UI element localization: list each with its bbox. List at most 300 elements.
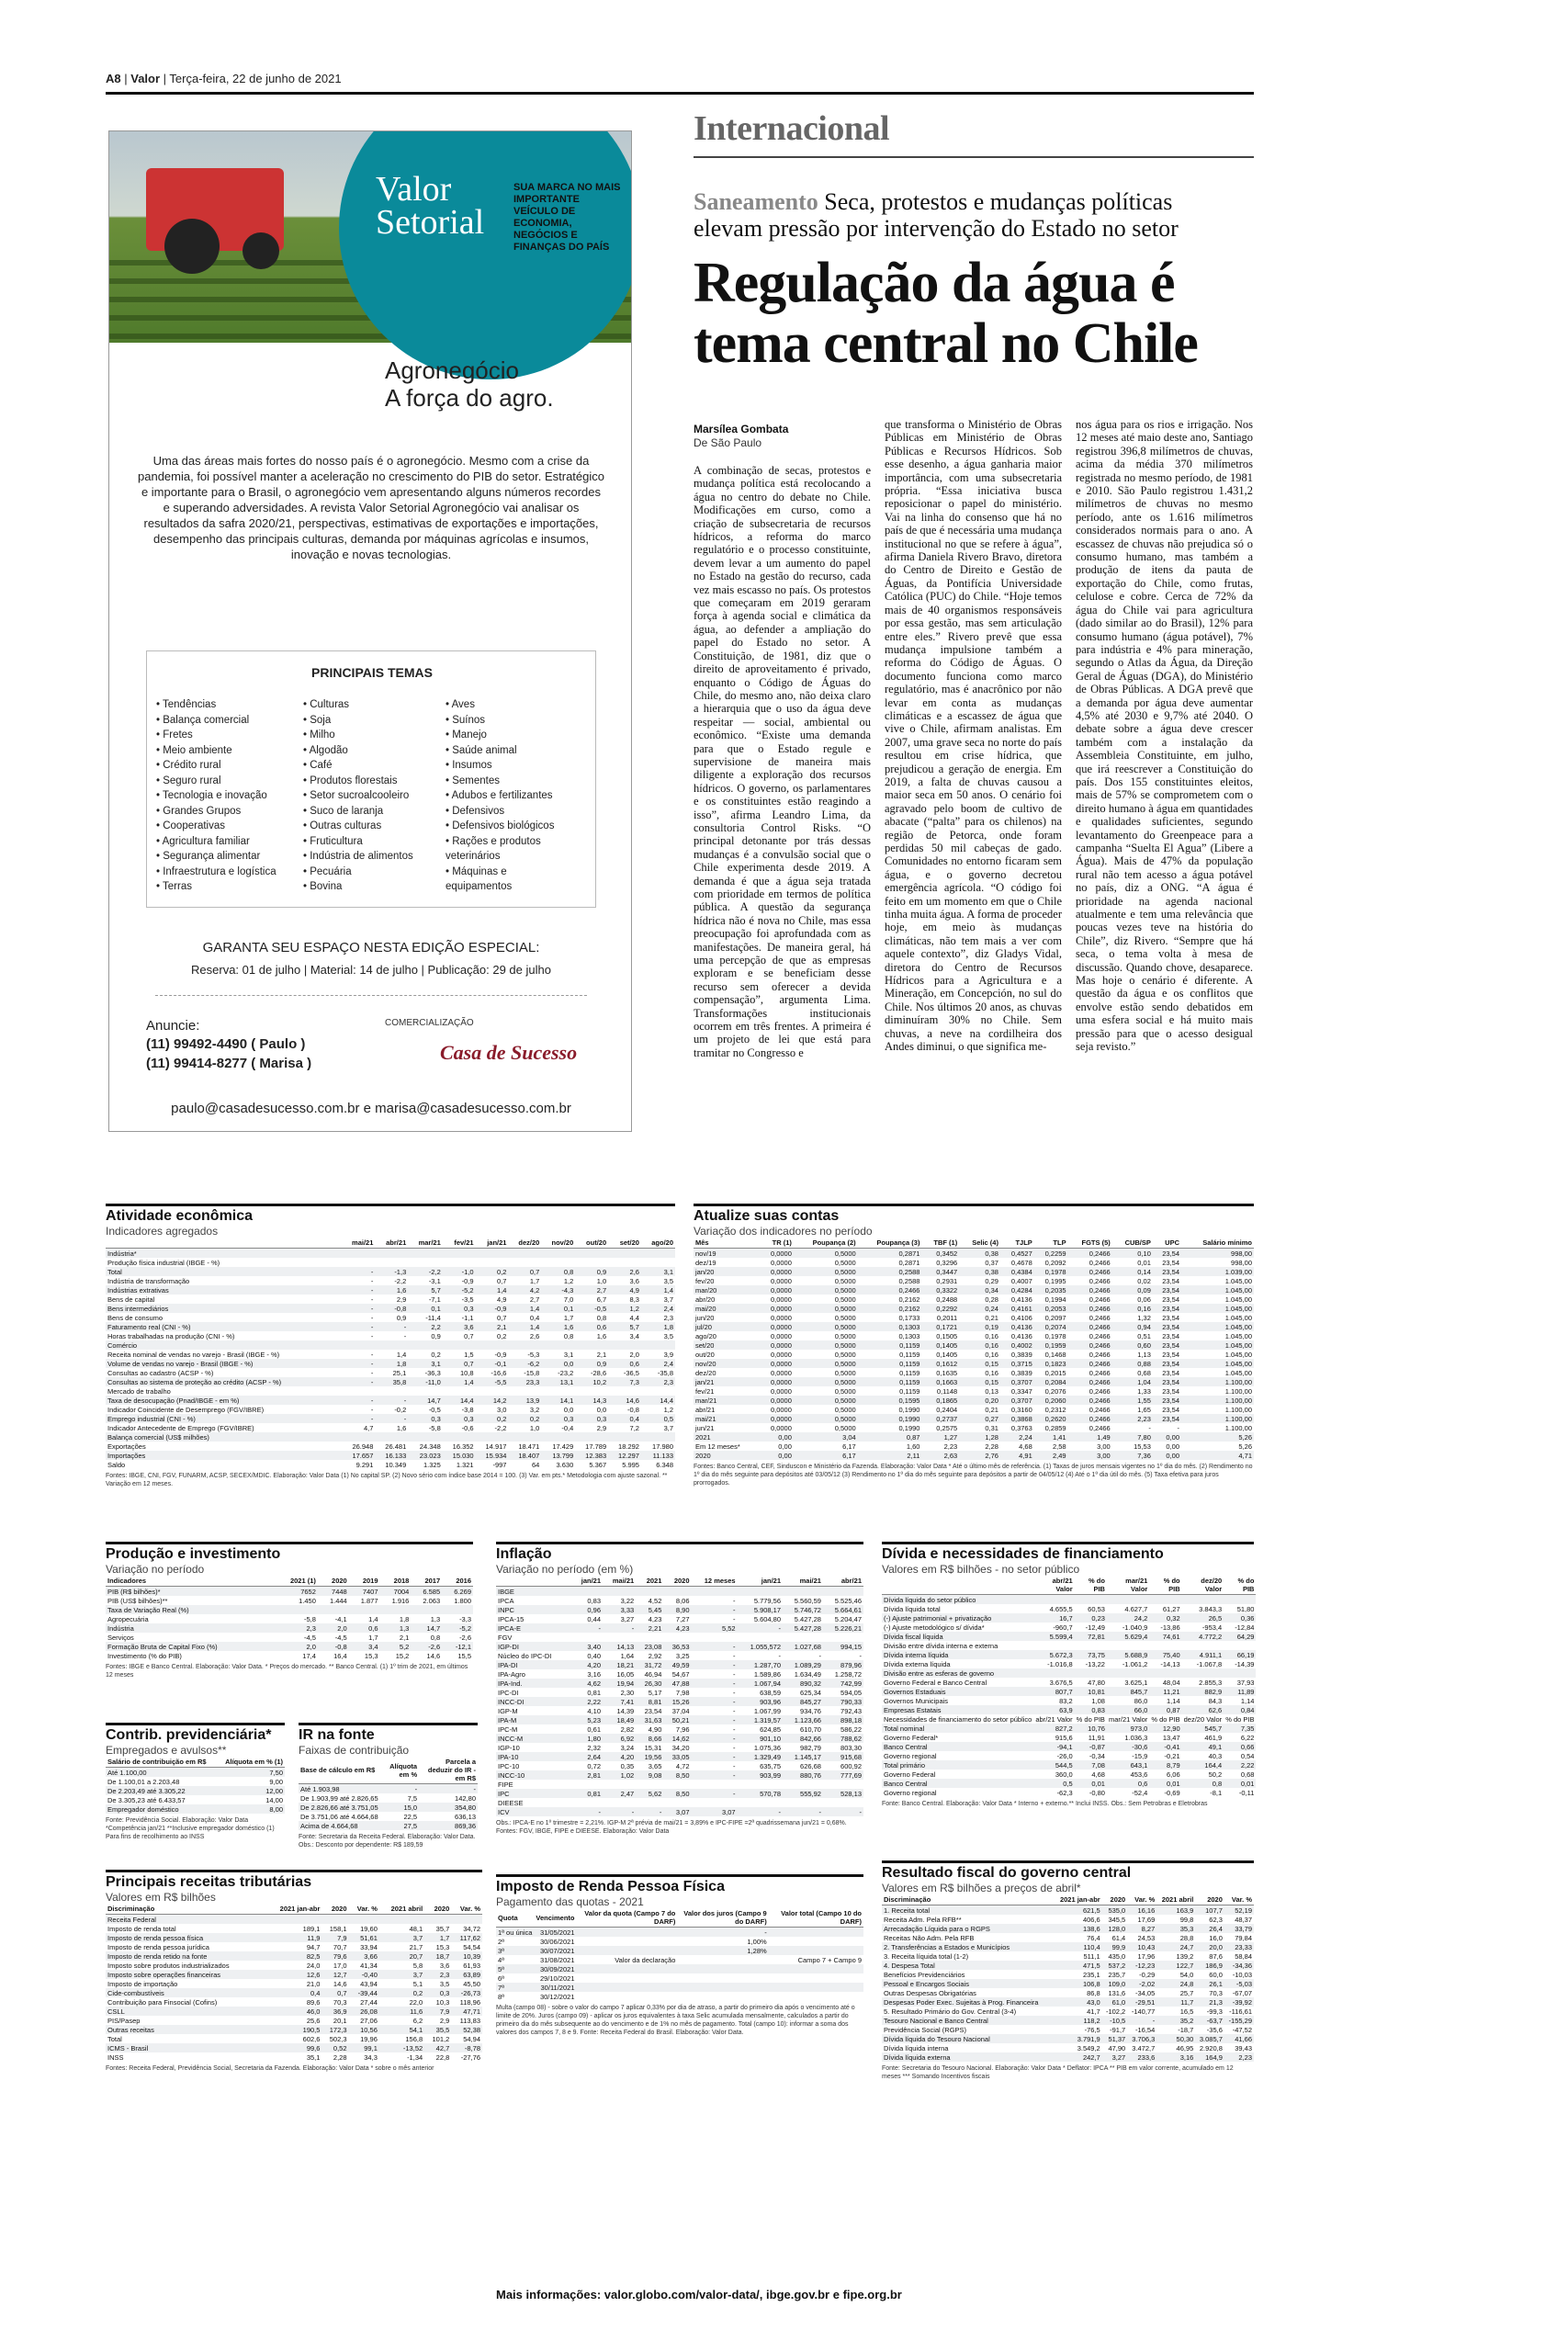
table-note: Fonte: Previdência Social. Elaboração: Valor Data *Competência jan/21 **Inclusive empregador doméstico (1) Para fins de recolhimento ao INSS <box>106 1817 275 1840</box>
table-cell: 61,93 <box>463 1961 480 1970</box>
table-cell: Cide-combustíveis <box>106 1988 265 1997</box>
table-title: IR na fonte <box>299 1723 478 1744</box>
table-cell <box>692 1633 738 1642</box>
table-cell: 61,0 <box>1102 1997 1128 2007</box>
table-cell: 2,1 <box>476 1322 509 1331</box>
table-cell: 2,28 <box>333 2052 347 2062</box>
table-cell: IPCA-E <box>496 1623 572 1633</box>
table-cell: 0,2466 <box>1068 1285 1112 1295</box>
table-cell: 0,2466 <box>1068 1340 1112 1350</box>
table-subtitle: Variação dos indicadores no período <box>694 1225 873 1238</box>
table-cell: 5.427,28 <box>783 1623 823 1633</box>
table-cell <box>451 1915 482 1925</box>
table-row <box>882 1760 1256 1770</box>
table-cell <box>572 1587 603 1597</box>
table-cell: 0,4 <box>529 1313 540 1322</box>
table-cell: set/20 <box>694 1340 760 1350</box>
table-cell: 1.877 <box>360 1596 378 1605</box>
table-cell: - <box>370 1405 374 1414</box>
table-cell: 8,90 <box>663 1605 691 1614</box>
table-cell: 3,16 <box>587 1669 601 1679</box>
table-row <box>106 1596 473 1605</box>
topic-item: • Soja <box>303 714 332 726</box>
table-cell: 1.027,68 <box>783 1642 823 1651</box>
table-cell: IGP-DI <box>496 1642 572 1651</box>
table-cell: - <box>375 1414 408 1423</box>
table-row <box>106 1331 675 1340</box>
table-cell: 1,4 <box>508 1304 541 1313</box>
data-table <box>106 1576 473 1660</box>
table-cell: 0,2466 <box>1068 1267 1112 1276</box>
table-row <box>106 1970 482 1979</box>
table-cell: 16,05 <box>616 1669 635 1679</box>
table-cell: 3,04 <box>794 1432 858 1442</box>
table-cell: Total primário <box>882 1760 1033 1770</box>
table-cell <box>476 1386 509 1396</box>
table-cell: 6,92 <box>603 1734 636 1743</box>
table-cell: mar/20 <box>694 1285 760 1295</box>
table-cell: 41,66 <box>1224 2034 1254 2043</box>
table-cell: 70,3 <box>333 1997 347 2007</box>
table-cell: 3,24 <box>620 1743 635 1752</box>
topic-item: • Cooperativas <box>156 820 225 831</box>
top-rule <box>106 92 1254 95</box>
table-row <box>106 1633 473 1642</box>
table-cell: 35,8 <box>375 1377 408 1386</box>
table-cell: 2,0 <box>318 1623 349 1633</box>
table-cell: 0,0000 <box>760 1396 794 1405</box>
table-cell: 7,08 <box>1075 1760 1107 1770</box>
table-cell: 158,1 <box>329 1924 347 1933</box>
table-cell: -23,2 <box>558 1368 574 1377</box>
table-cell: Importações <box>106 1451 342 1460</box>
table-cell: 461,9 <box>1204 1733 1223 1742</box>
table-cell: 54,67 <box>671 1669 690 1679</box>
table-row <box>106 1924 482 1933</box>
table-cell: 3,4 <box>629 1331 639 1340</box>
table-cell: 4,68 <box>1091 1770 1105 1779</box>
table-cell: Comércio <box>106 1340 342 1350</box>
table-cell: 11,21 <box>1149 1687 1181 1696</box>
table-cell: 16.133 <box>375 1451 408 1460</box>
ad-phone-1[interactable]: (11) 99492-4490 ( Paulo ) <box>146 1036 306 1052</box>
table-cell <box>636 1633 663 1642</box>
table-cell: - <box>603 1807 636 1816</box>
table-cell: 10,76 <box>1075 1724 1107 1733</box>
table-cell: 1,6 <box>396 1423 407 1432</box>
table-cell: 502,3 <box>329 2034 347 2043</box>
table-row <box>694 1322 1254 1331</box>
table-cell <box>641 1386 675 1396</box>
table-cell: 790,33 <box>823 1697 863 1706</box>
table-cell: 2.855,3 <box>1199 1678 1223 1687</box>
table-cell: 1.045,00 <box>1181 1322 1254 1331</box>
table-cell: IBGE <box>496 1587 572 1597</box>
table-cell: 0,29 <box>985 1276 998 1285</box>
table-cell <box>575 1432 608 1442</box>
table-cell: 2,82 <box>620 1724 635 1734</box>
table-cell <box>577 1992 678 2001</box>
table-cell: 13,47 <box>1162 1733 1180 1742</box>
table-cell: 172,3 <box>321 2025 348 2034</box>
column-header: 2021 (1) <box>275 1576 318 1587</box>
table-cell: 18.292 <box>618 1442 639 1451</box>
table-cell: 7,80 <box>1112 1432 1153 1442</box>
table-cell: - <box>692 1789 738 1798</box>
table-cell: 1,41 <box>1034 1432 1068 1442</box>
table-cell: 36,53 <box>663 1642 691 1651</box>
table-cell: 0,0000 <box>770 1331 792 1340</box>
column-header: 2020 <box>663 1576 691 1587</box>
table-cell: 3,40 <box>572 1642 603 1651</box>
topic-item: • Rações e produtos <box>446 835 541 847</box>
table-cell: 0,4002 <box>1000 1340 1034 1350</box>
table-cell <box>375 1386 408 1396</box>
table-cell: 3,33 <box>603 1605 636 1614</box>
table-cell: -2,2 <box>408 1267 443 1276</box>
table-cell: 1,13 <box>1137 1350 1151 1359</box>
table-cell: 0,4161 <box>1000 1304 1034 1313</box>
table-cell: - <box>370 1368 374 1377</box>
table-cell: 0,2162 <box>858 1304 922 1313</box>
table-cell: 1.045,00 <box>1181 1359 1254 1368</box>
ad-dates: Reserva: 01 de julho | Material: 14 de julho | Publicação: 29 de julho <box>191 963 551 977</box>
table-cell <box>636 1587 663 1597</box>
table-cell: 3.630 <box>556 1460 574 1469</box>
table-cell: Taxa de desocupação (Pnad/IBGE - em %) <box>106 1396 342 1405</box>
table-cell: 1,6 <box>375 1285 408 1295</box>
table-row <box>882 1942 1254 1951</box>
table-cell: 0,2292 <box>921 1304 959 1313</box>
table-cell: 0,68 <box>1240 1770 1255 1779</box>
irpf-table <box>496 1874 863 2037</box>
ad-email[interactable]: paulo@casadesucesso.com.br e marisa@casadesucesso.com.br <box>171 1101 571 1116</box>
table-cell: 7,27 <box>675 1614 690 1623</box>
table-cell: 1,0 <box>529 1423 540 1432</box>
table-cell <box>508 1340 541 1350</box>
table-cell: 0,23 <box>1075 1613 1107 1623</box>
table-cell: 0,2737 <box>921 1414 959 1423</box>
table-cell: 23,54 <box>1153 1322 1181 1331</box>
table-cell: 23,54 <box>1153 1396 1181 1405</box>
table-row <box>694 1432 1254 1442</box>
table-cell: 86,8 <box>1087 1988 1100 1997</box>
table-row <box>106 1642 473 1651</box>
table-cell: 544,5 <box>1033 1760 1074 1770</box>
table-cell: 0,5000 <box>834 1331 856 1340</box>
table-cell: -47,52 <box>1232 2025 1252 2034</box>
table-cell: 2,9 <box>439 2016 450 2025</box>
table-row <box>882 1788 1256 1797</box>
table-cell: IPC-M <box>498 1724 518 1734</box>
table-row <box>694 1340 1254 1350</box>
table-cell: 25,7 <box>1179 1988 1194 1997</box>
table-cell: 998,00 <box>1181 1249 1254 1259</box>
column-header: jan/21 <box>572 1576 603 1587</box>
table-cell: 8,66 <box>636 1734 663 1743</box>
table-cell: 6,06 <box>1167 1770 1180 1779</box>
table-cell: mar/21 Valor <box>1108 1714 1148 1724</box>
column-header: TR (1) <box>760 1238 794 1249</box>
table-cell: 54,94 <box>463 2034 480 2043</box>
table-cell: 50,21 <box>663 1715 691 1724</box>
table-cell: -0,11 <box>1238 1788 1255 1797</box>
table-cell: 30/06/2021 <box>539 1937 575 1946</box>
table-cell: 7652 <box>275 1587 318 1597</box>
table-cell: 3,7 <box>379 1933 424 1942</box>
table-cell: 845,7 <box>1107 1687 1149 1696</box>
ad-phone-2[interactable]: (11) 99414-8277 ( Marisa ) <box>146 1056 312 1071</box>
table-cell: 0,8 <box>1182 1779 1224 1788</box>
table-cell: 54,1 <box>379 2025 424 2034</box>
table-cell: -13,52 <box>379 2043 424 2052</box>
table-cell <box>1149 1641 1181 1650</box>
table-row <box>882 1933 1254 1942</box>
table-cell: 27,5 <box>380 1821 419 1830</box>
table-cell: - <box>738 1623 783 1633</box>
table-cell: -4,5 <box>303 1633 316 1642</box>
table-cell <box>1182 1595 1224 1605</box>
table-cell: 471,5 <box>1055 1961 1102 1970</box>
table-cell: -0,34 <box>1089 1751 1105 1760</box>
table-cell: 0,00 <box>760 1432 794 1442</box>
table-row <box>496 1770 863 1780</box>
table-header-row <box>882 1576 1256 1595</box>
table-cell: 1.329,49 <box>738 1752 783 1761</box>
table-cell: - <box>342 1359 375 1368</box>
table-cell: 30/09/2021 <box>534 1964 576 1973</box>
table-cell <box>375 1340 408 1350</box>
table-cell: 0,1612 <box>921 1359 959 1368</box>
table-cell: 7,3 <box>608 1377 641 1386</box>
table-cell: 190,5 <box>265 2025 321 2034</box>
table-cell: 4,9 <box>608 1285 641 1295</box>
article-column-1: A combinação de secas, protestos e mudança política está recolocando a água no centro do debate no Chile. Modificações em curso, como a criação de subsecretaria de recursos hídricos, a reforma do marco regulatório e o processo constituinte, devem levar a um aumento do papel no Estado na gestão do recurso, cada vez mais escasso no país. Os protestos que começaram em 2019 geraram força à agenda social e climática da água, ao defender a ampliação do papel do Estado no setor. A Constituição, de 1981, diz que o direito de aproveitamento é privado, enquanto o Código de Águas do Chile, do mesmo ano, não deixa claro a hierarquia que o uso da água deve respeitar — social, ambiental ou econômico. “Existe uma demanda para que o Estado regule e supervisione de maneira mais diligente a exploração dos recursos hídricos. O governo, os parlamentares e os constituintes estão reagindo a isso”, afirma Leandro Lima, da consultoria Control Risks. “O principal detonante por trás dessas mudanças é a convulsão social que o Chile experimenta desde 2019. A demanda é que a água seja tratada com prioridade em termos de política pública. A questão da segurança hídrica não é nova no Chile, mas essa preocupação foi aprofundada com as manifestações. De maneira geral, há uma percepção de que as empresas exploram e se beneficiam desse recurso sem oferecer a devida compensação”, argumenta Lima. Transformações institucionais ocorrem em três frentes. A primeira é um projeto de lei que está para tramitar no Congresso e <box>694 464 871 1059</box>
table-cell: 0,01 <box>1224 1779 1256 1788</box>
topic-item: • Defensivos <box>446 805 505 817</box>
table-cell: 7,5 <box>407 1793 418 1803</box>
column-header: abr/21 <box>375 1238 408 1249</box>
table-cell: 0,01 <box>1137 1258 1151 1267</box>
table-cell: INCC-DI <box>496 1697 572 1706</box>
table-cell: Dívida líquida interna <box>884 2043 949 2052</box>
column-header: dez/20 <box>508 1238 541 1249</box>
table-cell: 0,1148 <box>936 1386 958 1396</box>
table-cell: 3ª <box>496 1946 534 1955</box>
table-cell: - <box>733 1688 736 1697</box>
table-cell: -4,1 <box>334 1614 347 1623</box>
table-cell: 535,0 <box>1102 1905 1128 1916</box>
table-cell: 3,7 <box>663 1423 673 1432</box>
table-cell: 23,54 <box>1162 1258 1180 1267</box>
table-row <box>694 1313 1254 1322</box>
table-cell: 1.100,00 <box>1224 1386 1252 1396</box>
table-cell: -15,9 <box>1132 1751 1148 1760</box>
table-cell: - <box>342 1322 375 1331</box>
table-cell: 9,08 <box>636 1770 663 1780</box>
table-cell: -1.067,8 <box>1196 1659 1223 1668</box>
table-cell: 47,90 <box>1108 2043 1126 2052</box>
table-cell: 0,0000 <box>760 1304 794 1313</box>
table-cell: 742,99 <box>823 1679 863 1688</box>
table-cell <box>663 1633 691 1642</box>
table-cell: 6,7 <box>596 1295 607 1304</box>
table-cell <box>508 1258 541 1267</box>
table-cell: 63,89 <box>451 1970 482 1979</box>
table-cell <box>342 1386 375 1396</box>
table-cell: 2,2 <box>408 1322 443 1331</box>
table-cell <box>603 1798 636 1807</box>
table-cell: 0,1405 <box>936 1350 958 1359</box>
table-row <box>496 1633 863 1642</box>
table-cell: -0,2 <box>394 1405 407 1414</box>
column-header: fev/21 <box>443 1238 476 1249</box>
table-cell: 1.100,00 <box>1224 1405 1252 1414</box>
table-cell: - <box>818 1651 821 1660</box>
table-cell: 1,00% <box>747 1937 767 1946</box>
table-cell: 0,15 <box>959 1359 1000 1368</box>
column-header <box>496 1576 572 1587</box>
table-cell: 8,27 <box>1127 1924 1156 1933</box>
table-cell <box>1075 1641 1107 1650</box>
table-cell: 624,85 <box>760 1724 782 1734</box>
table-cell: 0,4106 <box>1010 1313 1032 1322</box>
table-cell: 0,1159 <box>858 1377 922 1386</box>
table-cell: 2,21 <box>636 1623 663 1633</box>
table-cell: 18.407 <box>508 1451 541 1460</box>
table-row <box>299 1784 478 1794</box>
column-header: Valor dos juros (Campo 9 do DARF) <box>677 1908 768 1928</box>
table-cell: 33,05 <box>663 1752 691 1761</box>
table-cell: Imposto de importação <box>107 1979 178 1988</box>
table-cell: 21,7 <box>409 1942 423 1951</box>
table-row <box>106 1961 482 1970</box>
table-cell: 6,22 <box>1240 1733 1255 1742</box>
table-cell: 570,78 <box>738 1789 783 1798</box>
table-cell: 233,6 <box>1127 2052 1156 2062</box>
table-cell: - <box>375 1396 408 1405</box>
table-row <box>694 1304 1254 1313</box>
table-cell: - <box>692 1642 738 1651</box>
table-row <box>106 2025 482 2034</box>
column-header: Mês <box>694 1238 760 1249</box>
table-cell: 4,72 <box>675 1761 690 1770</box>
table-cell: -0,87 <box>1075 1742 1107 1751</box>
table-cell: 0,15 <box>959 1377 1000 1386</box>
table-cell: 14,6 <box>608 1396 641 1405</box>
table-cell <box>608 1258 641 1267</box>
table-cell: 24,7 <box>1156 1942 1195 1951</box>
table-cell: -1.061,2 <box>1122 1659 1148 1668</box>
table-cell: 0,44 <box>587 1614 601 1623</box>
table-cell: -2,2 <box>394 1276 407 1285</box>
table-cell: 4,90 <box>648 1724 662 1734</box>
table-cell: mai/21 <box>694 1414 760 1423</box>
table-cell: 0,5000 <box>834 1276 856 1285</box>
table-cell: 0,40 <box>587 1651 601 1660</box>
table-cell: 35,3 <box>1156 1924 1195 1933</box>
table-cell: 4,20 <box>572 1660 603 1669</box>
table-cell: -13,22 <box>1085 1659 1105 1668</box>
table-cell: jan/20 <box>694 1267 760 1276</box>
table-cell: 16,0 <box>1209 1933 1223 1942</box>
more-info-link[interactable]: Mais informações: valor.globo.com/valor-data/, ibge.gov.br e fipe.org.br <box>496 2288 902 2301</box>
table-cell: IPC-10 <box>498 1761 520 1770</box>
table-cell: - <box>692 1734 738 1743</box>
table-cell: 0,1159 <box>899 1350 920 1359</box>
topic-item: • Sementes <box>446 775 500 786</box>
table-cell: 0,1721 <box>921 1322 959 1331</box>
table-cell: -0,21 <box>1164 1751 1180 1760</box>
table-cell: 11.133 <box>641 1451 675 1460</box>
table-cell: 118,2 <box>1055 2016 1102 2025</box>
article-column-3: nos água para os rios e irrigação. Nos 12 meses até maio deste ano, Santiago registrou 396,8 milímetros de chuvas, acima da média 370 milímetros registrada no mesmo período, de 1981 e 2010. São Paulo registrou 1.431,2 milímetros de chuvas no mesmo período, ante os 1.616 milímetros considerados normais para o ano. A escassez de chuvas não prejudica só o consumo humano, mas também a produção de itens da pauta de exportação do Chile, como frutas, celulose e cobre. Cerca de 72% da água do Chile vai para agricultura (dado similar ao do Brasil), 12% para consumo humano (água potável), 7% para indústria e 4% para mineração, segundo o Atlas da Água, da Direção Geral de Águas (DGA), do Ministério de Obras Públicas. A DGA prevê que a demanda por água deve aumentar 4,5% até 2030 e 9,7% até 2040. O debate sobre a água deve crescer também com a instalação da Assembleia Constituinte, em julho, que irá reescrever a Constituição do país. Dos 155 constituintes eleitos, mais de 57% se comprometem com o direito humano à água em quantidades e qualidades suficientes, segundo levantamento do Greenpeace para a campanha “Suelta El Agua” (Libere a Água). Mais de 47% da população rural não tem acesso a água potável no país, diz a ONG. “A água é prioridade na agenda nacional atualmente e tem uma relevância que poucas vezes teve na história do Chile”, diz Rivero. “Sempre que há seca, o tema volta à mesa de discussão. Quando chove, desaparece. Mas hoje o cenário é diferente. A questão da água e os conflitos que envolve estão sendo debatidos em uma esfera social e há muito mais pressão para que o acesso desigual seja revisto.” <box>1076 418 1253 1054</box>
table-cell: 1.075,36 <box>753 1743 782 1752</box>
table-cell <box>443 1249 476 1259</box>
table-cell: 19,56 <box>636 1752 663 1761</box>
table-cell: 26,30 <box>636 1679 663 1688</box>
table-cell: 3,7 <box>379 1970 424 1979</box>
topic-item: • Máquinas e <box>446 865 507 877</box>
table-cell: 8,81 <box>636 1697 663 1706</box>
table-cell: -2,6 <box>411 1642 442 1651</box>
table-cell: 3,5 <box>663 1331 673 1340</box>
table-subtitle: Valores em R$ bilhões - no setor público <box>882 1563 1080 1576</box>
data-table <box>106 1757 285 1814</box>
table-cell: 1,8 <box>375 1359 408 1368</box>
article-author: Marsílea Gombata <box>694 423 789 435</box>
table-cell: 0,2575 <box>936 1423 958 1432</box>
table-cell: 0,38 <box>959 1267 1000 1276</box>
ir-fonte-table <box>299 1723 478 1849</box>
table-cell: 23,54 <box>1162 1368 1180 1377</box>
table-cell: - <box>380 1784 419 1794</box>
advertisement[interactable] <box>108 130 632 1132</box>
table-cell: - <box>572 1807 603 1816</box>
ad-intro-text: Uma das áreas mais fortes do nosso país é o agronegócio. Mesmo com a crise da pandemia, foi possível manter a aceleração no crescimento do PIB do setor. Estratégico e importante para o Brasil, o agronegócio vem apresentando alguns números recordes e superando adversidades. A revista Valor Setorial Agronegócio vai analisar os resultados da safra 2020/21, perspectivas, estimativas de exportações e importações, desempenho das principais culturas, demanda por máquinas agrícolas e insumos, inovação e novas tecnologias. <box>138 454 604 561</box>
table-cell <box>1107 1668 1149 1678</box>
table-cell: 3,5 <box>439 1979 450 1988</box>
table-row <box>882 1742 1256 1751</box>
table-cell: 3. Receita líquida total (1-2) <box>884 1951 969 1961</box>
table-cell: 9.291 <box>355 1460 374 1469</box>
table-cell: FGV <box>498 1633 513 1642</box>
table-cell: 2,3 <box>641 1377 675 1386</box>
table-cell: 23,3 <box>508 1377 541 1386</box>
table-cell: 0,3447 <box>921 1267 959 1276</box>
table-cell: Balança comercial (US$ milhões) <box>106 1432 342 1442</box>
table-cell: 16,16 <box>1127 1905 1156 1916</box>
table-cell: 61,27 <box>1162 1604 1180 1613</box>
column-header: TLP <box>1034 1238 1068 1249</box>
table-cell: 7448 <box>318 1587 349 1597</box>
table-cell <box>823 1633 863 1642</box>
table-cell: dez/20 Valor <box>1183 1714 1223 1724</box>
table-cell <box>349 1915 379 1925</box>
table-subtitle: Pagamento das quotas - 2021 <box>496 1895 644 1908</box>
table-cell: 0,7 <box>497 1313 507 1322</box>
table-cell: 600,92 <box>840 1761 862 1770</box>
ad-topics-box <box>146 650 596 908</box>
table-row <box>496 1955 863 1964</box>
table-cell: 0,0 <box>563 1405 574 1414</box>
table-cell <box>408 1432 443 1442</box>
table-cell: 2021 <box>694 1432 760 1442</box>
table-cell: -62,3 <box>1056 1788 1073 1797</box>
column-header: UPC <box>1153 1238 1181 1249</box>
table-cell: 17,4 <box>302 1651 316 1660</box>
table-cell: 242,7 <box>1055 2052 1102 2062</box>
